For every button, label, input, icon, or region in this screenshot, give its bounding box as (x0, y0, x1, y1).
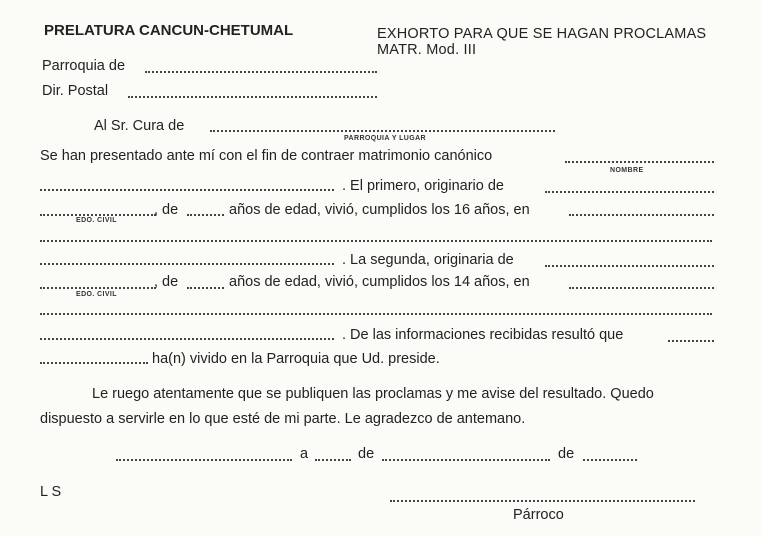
a-label: a (300, 446, 309, 462)
al-sr-cura-field[interactable] (210, 130, 555, 132)
de-label-2: de (558, 446, 575, 462)
resultado-field-cont[interactable] (40, 362, 148, 364)
edad-2-text: años de edad, vivió, cumplidos los 14 años, en (229, 274, 530, 290)
edo-civil-1-hint: EDO. CIVIL (76, 217, 117, 224)
mes-field[interactable] (382, 459, 550, 461)
dia-field[interactable] (315, 459, 351, 461)
anio-field[interactable] (583, 459, 637, 461)
ls-label: L S (40, 484, 62, 500)
parroco-label: Párroco (513, 507, 564, 523)
edo-civil-1-field[interactable] (40, 214, 156, 216)
lugar-fecha-field[interactable] (116, 459, 292, 461)
ruego-line-1: Le ruego atentamente que se publiquen las proclamas y me avise del resultado. Quedo (92, 386, 654, 402)
dir-postal-field[interactable] (128, 96, 377, 98)
organization-title: PRELATURA CANCUN-CHETUMAL (44, 22, 294, 39)
presentado-text: Se han presentado ante mí con el fin de contraer matrimonio canónico (40, 148, 493, 164)
form-title: EXHORTO PARA QUE SE HAGAN PROCLAMAS (377, 26, 707, 42)
parroquia-label: Parroquia de (42, 58, 126, 74)
dir-postal-label: Dir. Postal (42, 83, 109, 99)
resultado-field[interactable] (668, 340, 714, 342)
segunda-text: . La segunda, originaria de (342, 252, 514, 268)
de-label-1: de (358, 446, 375, 462)
vivido-text: ha(n) vivido en la Parroquia que Ud. preside. (152, 351, 440, 367)
edad-1-prefix: , de (154, 202, 179, 218)
edad-1-text: años de edad, vivió, cumplidos los 16 años, en (229, 202, 530, 218)
edo-civil-2-field[interactable] (40, 287, 156, 289)
al-sr-cura-label: Al Sr. Cura de (94, 118, 185, 134)
lugar-14-field-end[interactable] (40, 338, 334, 340)
edad-2-field[interactable] (187, 287, 224, 289)
lugar-14-field-cont[interactable] (40, 313, 712, 315)
ruego-line-2: dispuesto a servirle en lo que esté de mi parte. Le agradezco de antemano. (40, 411, 526, 427)
lugar-16-field-end[interactable] (40, 263, 334, 265)
edad-1-field[interactable] (187, 214, 224, 216)
informaciones-text: . De las informaciones recibidas resultó que (342, 327, 624, 343)
nombre-field[interactable] (565, 161, 714, 163)
primero-origen-field[interactable] (545, 191, 714, 193)
form-code: MATR. Mod. III (377, 42, 477, 58)
firma-field[interactable] (390, 500, 695, 502)
parroquia-y-lugar-hint: PARROQUIA Y LUGAR (344, 135, 426, 142)
nombre-field-cont[interactable] (40, 189, 334, 191)
lugar-16-field[interactable] (569, 214, 714, 216)
primero-text: . El primero, originario de (342, 178, 504, 194)
edo-civil-2-hint: EDO. CIVIL (76, 291, 117, 298)
nombre-hint: NOMBRE (610, 167, 644, 174)
edad-2-prefix: , de (154, 274, 179, 290)
parroquia-field[interactable] (145, 71, 377, 73)
lugar-14-field[interactable] (569, 287, 714, 289)
lugar-16-field-cont[interactable] (40, 240, 712, 242)
segunda-origen-field[interactable] (545, 265, 714, 267)
